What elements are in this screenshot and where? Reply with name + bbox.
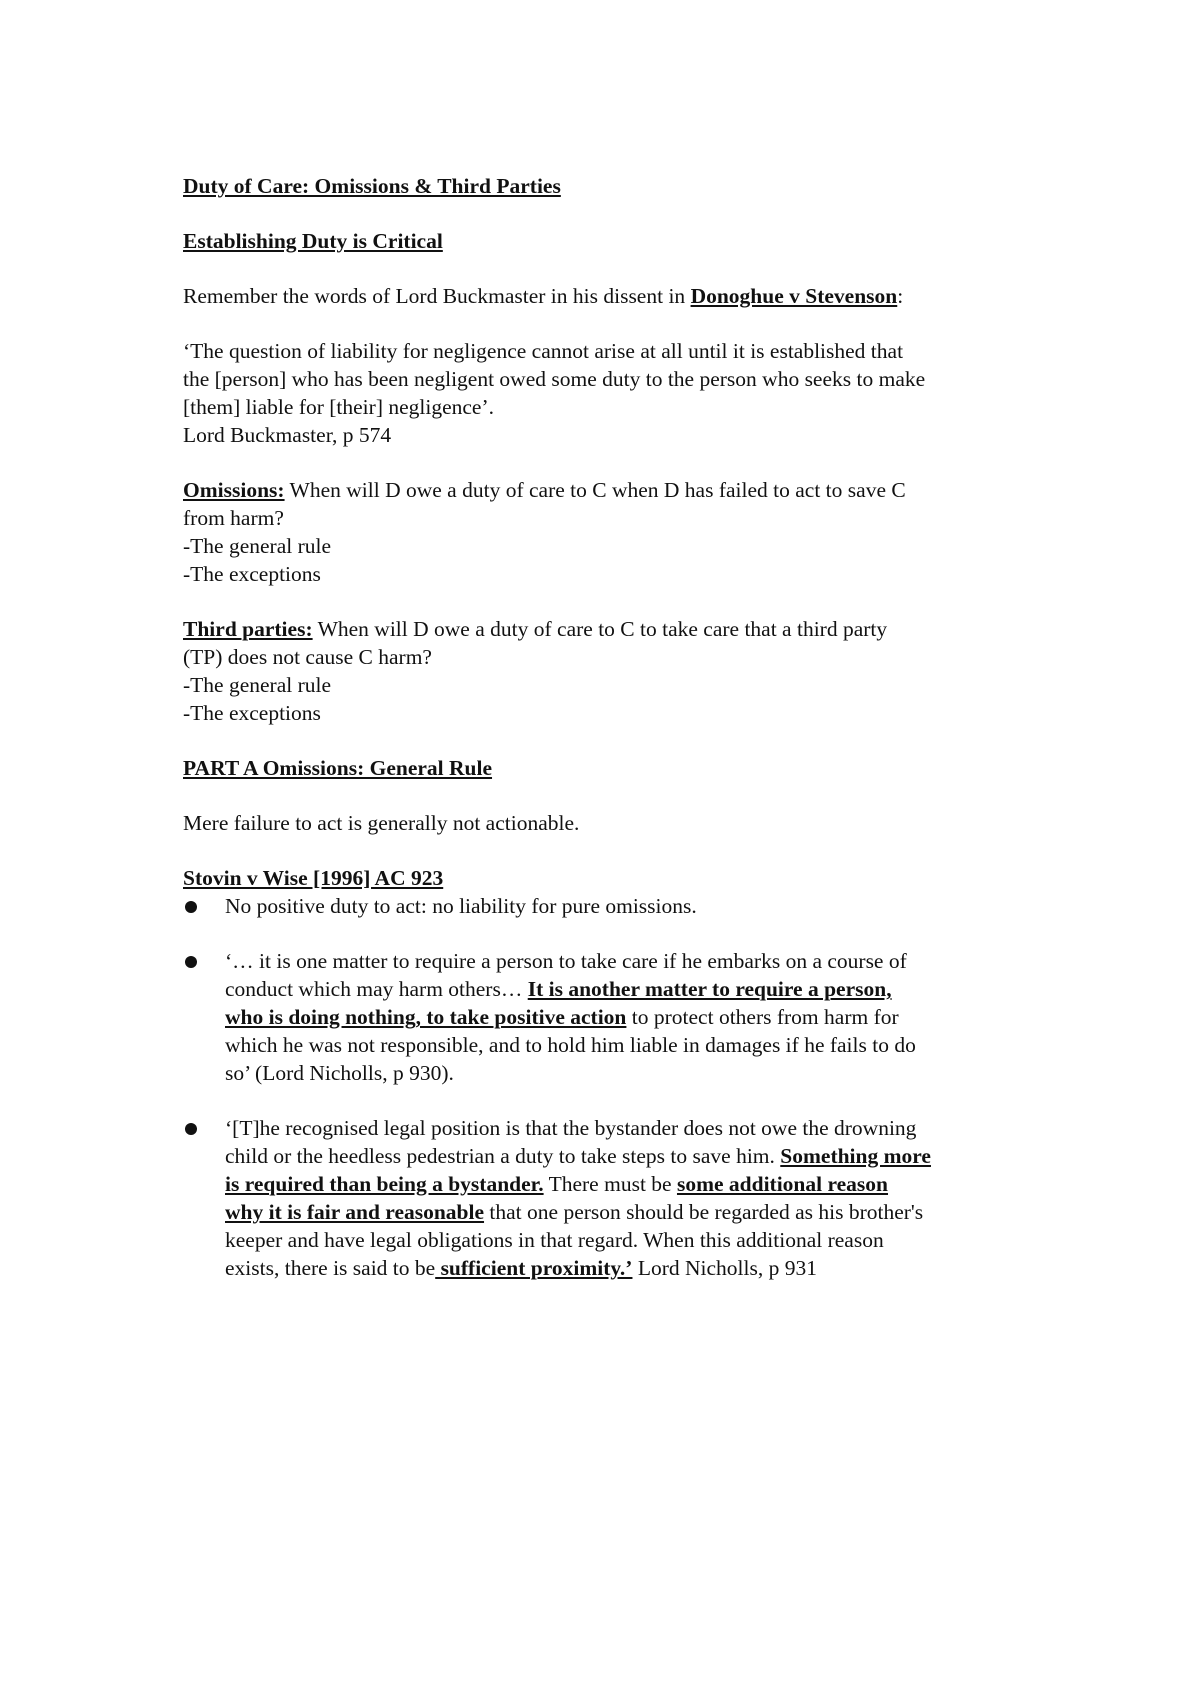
section-heading: Establishing Duty is Critical [183,229,443,253]
third-parties-exceptions: -The exceptions [183,701,321,725]
bullet-text: conduct which may harm others… It is another matter to require a person, [225,977,892,1001]
omissions-rule: -The general rule [183,534,332,558]
omissions-exceptions: -The exceptions [183,562,321,586]
third-parties-question: Third parties: When will D owe a duty of care to C to take care that a third party [183,617,888,641]
list-item [183,1114,1043,1282]
omissions-label: Omissions: [183,478,285,502]
bullet-text: ‘[T]he recognised legal position is that the bystander does not owe the drowning [225,1116,917,1140]
quote-line: ‘The question of liability for negligence cannot arise at all until it is established that [183,339,904,363]
omissions-question-cont: from harm? [183,506,284,530]
bullet-text: No positive duty to act: no liability for pure omissions. [225,894,697,918]
third-parties-block [183,615,1043,727]
stovin-bullet-list [183,892,1043,1282]
buckmaster-quote [183,337,1043,449]
third-parties-rule: -The general rule [183,673,332,697]
quote-line: the [person] who has been negligent owed some duty to the person who seeks to make [183,367,926,391]
bullet-text: exists, there is said to be sufficient proximity.’ Lord Nicholls, p 931 [225,1256,817,1280]
bullet-icon [185,956,197,968]
part-a-heading: PART A Omissions: General Rule [183,756,493,780]
third-parties-label: Third parties: [183,617,313,641]
list-item [183,947,1043,1087]
intro-paragraph: Remember the words of Lord Buckmaster in his dissent in Donoghue v Stevenson: [183,284,904,308]
bullet-text: is required than being a bystander. There must be some additional reason [225,1172,889,1196]
list-spacer [183,1087,1043,1114]
bullet-text: why it is fair and reasonable that one person should be regarded as his brother's [225,1200,924,1224]
bullet-text: ‘… it is one matter to require a person to take care if he embarks on a course of [225,949,907,973]
document-page [183,172,1043,1282]
bullet-text: keeper and have legal obligations in that regard. When this additional reason [225,1228,884,1252]
part-a-statement: Mere failure to act is generally not actionable. [183,811,580,835]
document-title: Duty of Care: Omissions & Third Parties [183,174,561,198]
third-parties-question-cont: (TP) does not cause C harm? [183,645,432,669]
bullet-text: which he was not responsible, and to hold him liable in damages if he fails to do [225,1033,916,1057]
case-name: Donoghue v Stevenson [690,284,898,308]
bullet-text: so’ (Lord Nicholls, p 930). [225,1061,454,1085]
quote-citation: Lord Buckmaster, p 574 [183,423,392,447]
bullet-icon [185,901,197,913]
bullet-text: child or the heedless pedestrian a duty to take steps to save him. Something more [225,1144,931,1168]
omissions-question: Omissions: When will D owe a duty of care to C when D has failed to act to save C [183,478,906,502]
list-spacer [183,920,1043,947]
stovin-case-heading: Stovin v Wise [1996] AC 923 [183,866,444,890]
bullet-text: who is doing nothing, to take positive action to protect others from harm for [225,1005,899,1029]
bullet-icon [185,1123,197,1135]
quote-line: [them] liable for [their] negligence’. [183,395,495,419]
list-item [183,892,1043,920]
omissions-block [183,476,1043,588]
